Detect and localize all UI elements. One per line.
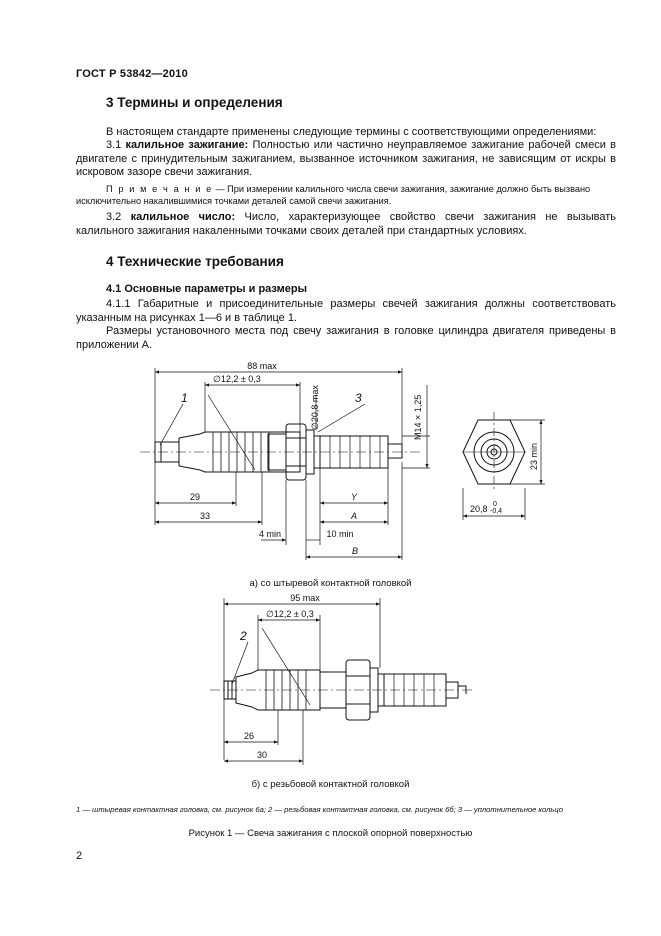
dim-overall-b: 95 max — [290, 593, 320, 603]
dim-10min: 10 min — [326, 529, 354, 539]
figure-1a-drawing — [0, 352, 661, 592]
term-3-2-number: 3.2 — [106, 211, 131, 223]
caption-a: а) со штыревой контактной головкой — [249, 578, 412, 589]
callout-2: 2 — [240, 629, 247, 643]
dim-Y: Y — [350, 492, 358, 502]
subsection-4-1-heading: 4.1 Основные параметры и размеры — [106, 283, 307, 295]
term-3-1-term: калильное зажигание: — [125, 139, 249, 151]
callout-1: 1 — [181, 391, 188, 405]
dim-thread: M14 × 1,25 — [413, 394, 423, 440]
term-3-1 — [76, 139, 616, 180]
figure-title: Рисунок 1 — Свеча зажигания с плоской опорной поверхностью — [188, 828, 473, 839]
term-3-2-term: калильное число: — [130, 211, 236, 223]
dim-B: B — [351, 546, 359, 556]
standard-code: ГОСТ Р 53842—2010 — [76, 68, 188, 80]
paragraph-mounting: Размеры установочного места под свечу зажигания в головке цилиндра двигателя приведены в приложении А. — [76, 325, 616, 351]
dim-diameter2: ∅20,8 max — [310, 385, 320, 430]
figure-legend: 1 — штыревая контактная головка, см. рисунок 6а; 2 — резьбовая контактная головка, см. рисунок 6б; 3 — уплотнительное кольцо — [76, 805, 563, 814]
figure-1b-drawing — [0, 592, 661, 772]
caption-b: б) с резьбовой контактной головкой — [251, 779, 410, 790]
dim-23min: 23 min — [529, 442, 539, 470]
callout-3: 3 — [355, 391, 362, 405]
dim-hex-tol-up: 0 — [493, 501, 497, 508]
term-3-1-definition: Полностью или частично неуправляемое зажигание рабочей смеси в двигателе с принудительным зажиганием, вызванное источником зажигания, не зависящим от искры в искровом зазоре свечи зажигания. — [76, 139, 616, 178]
page-number: 2 — [76, 850, 83, 862]
dim-diameter-b: ∅12,2 ± 0,3 — [266, 609, 314, 619]
note-text: — При измерении калильного числа свечи зажигания, зажигание должно быть вызвано исключительно накалившимися точками деталей самой свечи зажигания. — [76, 184, 591, 206]
term-3-2 — [76, 211, 616, 238]
dim-29: 29 — [189, 492, 201, 502]
term-3-2-definition: Число, характеризующее свойство свечи зажигания не вызывать калильного зажигания накаленными точками своих деталей при стандартных условиях. — [76, 211, 616, 237]
note — [76, 183, 616, 207]
section-4-heading: 4 Технические требования — [106, 254, 284, 269]
dim-hex-tol-dn: -0,4 — [490, 508, 503, 515]
paragraph-4-1-1: 4.1.1 Габаритные и присоединительные размеры свечей зажигания должны соответствовать указанным на рисунках 1—6 и в таблице 1. — [76, 298, 616, 324]
dim-33: 33 — [199, 511, 211, 521]
dim-A: A — [350, 511, 358, 521]
section-3-heading: 3 Термины и определения — [106, 95, 283, 110]
dim-overall-a: 88 max — [247, 361, 277, 371]
dim-hex: 20,8 — [470, 504, 488, 514]
dim-4min: 4 min — [258, 529, 282, 539]
note-label: П р и м е ч а н и е — [106, 184, 213, 194]
term-3-1-number: 3.1 — [106, 139, 126, 151]
dim-30: 30 — [256, 750, 268, 760]
dim-26: 26 — [243, 731, 255, 741]
dim-diameter-a: ∅12,2 ± 0,3 — [213, 374, 261, 384]
section-3-intro: В настоящем стандарте применены следующие термины с соответствующими определениями: — [106, 126, 597, 138]
